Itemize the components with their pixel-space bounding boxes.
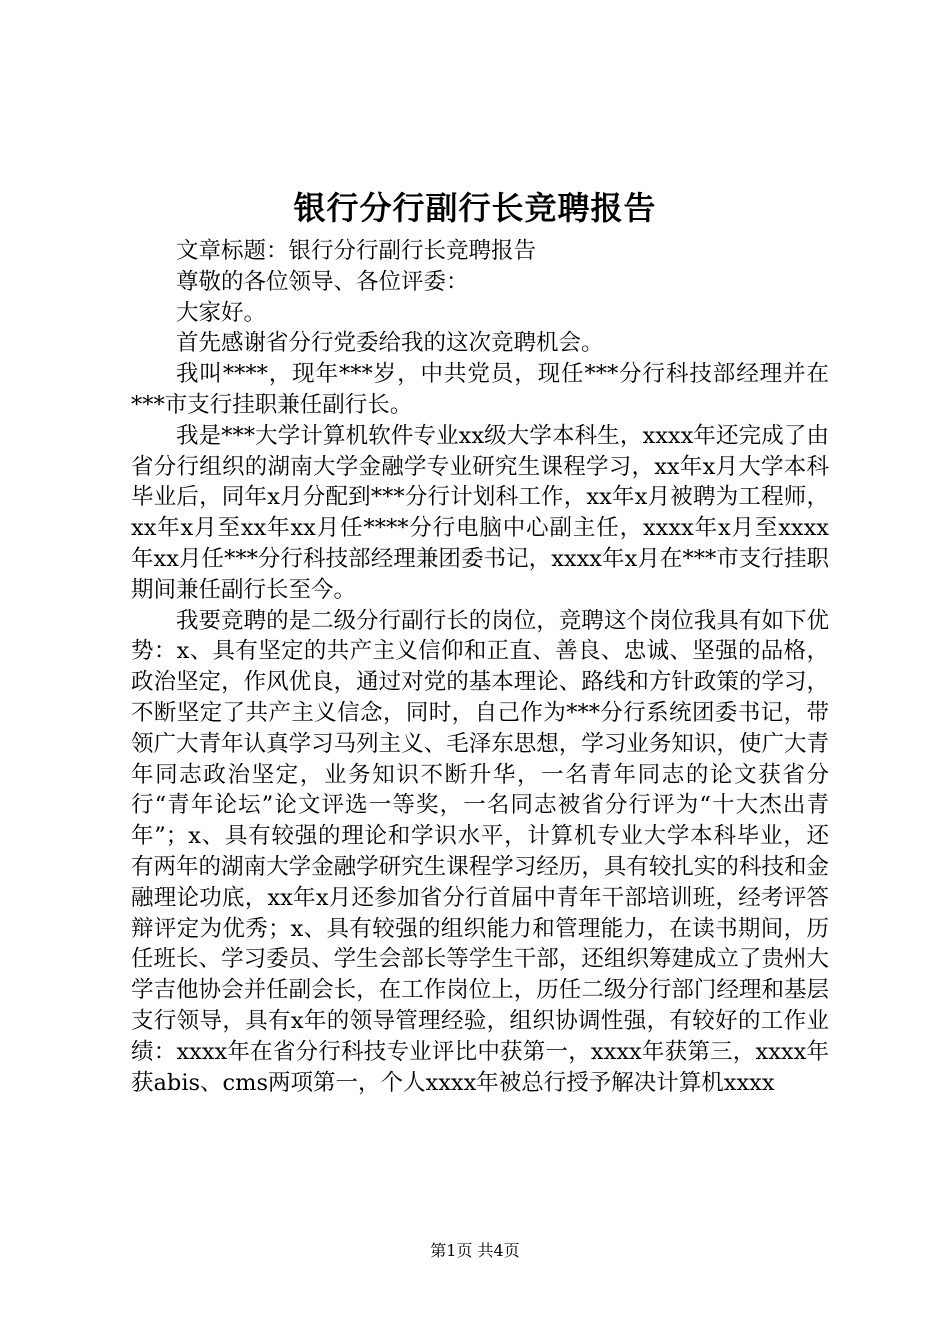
paragraph-introduction: 我叫****，现年***岁，中共党员，现任***分行科技部经理并在***市支行挂职兼任副行长。 [131, 361, 829, 418]
document-title: 银行分行副行长竞聘报告 [293, 189, 657, 227]
paragraph-article-title: 文章标题：银行分行副行长竞聘报告 [176, 238, 537, 264]
paragraph-background: 我是***大学计算机软件专业xx级大学本科生，xxxx年还完成了由省分行组织的湖南大学金融学专业研究生课程学习，xx年x月大学本科毕业后，同年x月分配到***分行计划科工作，xx年x月被聘为工程师，xx年x月至xx年xx月任****分行电脑中心副主任，xxxx年x月至xxxx年xx月任***分行科技部经理兼团委书记，xxxx年x月在***市支行挂职期间兼任副行长至今。 [131, 422, 829, 603]
paragraph-thanks: 首先感谢省分行党委给我的这次竞聘机会。 [176, 330, 604, 357]
paragraph-advantages: 我要竞聘的是二级分行副行长的岗位，竞聘这个岗位我具有如下优势：x、具有坚定的共产主义信仰和正直、善良、忠诚、坚强的品格，政治坚定，作风优良，通过对党的基本理论、路线和方针政策的学习，不断坚定了共产主义信念，同时，自己作为***分行系统团委书记，带领广大青年认真学习马列主义、毛泽东思想，学习业务知识，使广大青年同志政治坚定，业务知识不断升华，一名青年同志的论文获省分行“青年论坛”论文评选一等奖，一名同志被省分行评为“十大杰出青年”；x、具有较强的理论和学识水平，计算机专业大学本科毕业，还有两年的湖南大学金融学研究生课程学习经历，具有较扎实的科技和金融理论功底，xx年x月还参加省分行首届中青年干部培训班，经考评答辩评定为优秀；x、具有较强的组织能力和管理能力，在读书期间，历任班长、学习委员、学生会部长等学生干部，还组织筹建成立了贵州大学吉他协会并任副会长，在工作岗位上，历任二级分行部门经理和基层支行领导，具有x年的领导管理经验，组织协调性强，有较好的工作业绩：xxxx年在省分行科技专业评比中获第一，xxxx年获第三，xxxx年获abis、cms两项第一，个人xxxx年被总行授予解决计算机xxxx [131, 607, 829, 1096]
paragraph-salutation: 尊敬的各位领导、各位评委： [176, 268, 469, 295]
document-body [131, 236, 829, 1098]
page-footer: 第1页 共4页 [430, 1241, 520, 1260]
paragraph-greeting: 大家好。 [176, 299, 267, 326]
